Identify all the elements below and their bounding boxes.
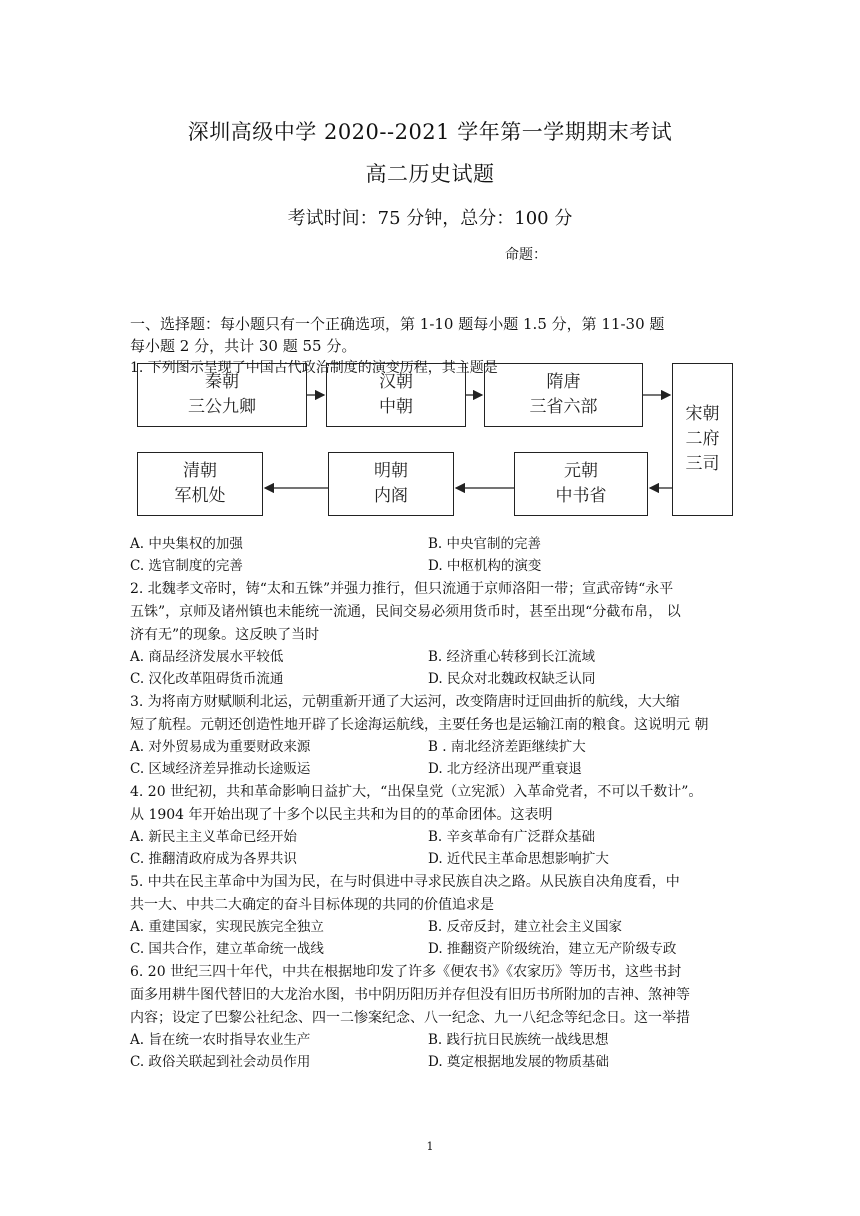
question-2-line-2: 五铢”，京师及诸州镇也未能统一流通，民间交易必须用货币时，甚至出现“分截布帛， 以 [130, 604, 681, 620]
q4-option-c: C. 推翻清政府成为各界共识 [130, 851, 297, 867]
question-1-text: 1. 下列图示呈现了中国古代政治制度的演变历程，其主题是 [130, 360, 498, 376]
question-5-line-1: 5. 中共在民主革命中为国为民，在与时俱进中寻求民族自决之路。从民族自决角度看，中 [130, 874, 680, 890]
q1-option-b: B. 中央官制的完善 [428, 536, 542, 552]
diagram-box-yuan-line1: 元朝 [564, 461, 598, 481]
diagram-box-ming-line1: 明朝 [374, 461, 408, 481]
section-instructions-line-1: 一、选择题：每小题只有一个正确选项，第 1-10 题每小题 1.5 分，第 11-30 题 [130, 315, 665, 333]
diagram-box-yuan-line2: 中书省 [555, 486, 607, 506]
diagram-box-song-line2: 二府 [685, 429, 720, 449]
diagram-box-suitang-line1: 隋唐 [546, 372, 581, 392]
exam-info: 考试时间：75 分钟，总分：100 分 [287, 208, 573, 229]
diagram-box-qing-line1: 清朝 [183, 461, 217, 481]
q4-option-a: A. 新民主主义革命已经开始 [130, 829, 297, 845]
diagram-box-han-line2: 中朝 [379, 397, 413, 417]
diagram-box-ming-line2: 内阁 [374, 486, 408, 506]
q5-option-a: A. 重建国家，实现民族完全独立 [130, 919, 324, 935]
q5-option-c: C. 国共合作，建立革命统一战线 [130, 941, 324, 957]
q6-option-c: C. 政俗关联起到社会动员作用 [130, 1054, 311, 1070]
question-2-line-3: 济有无”的现象。这反映了当时 [130, 627, 320, 643]
diagram-box-suitang-line2: 三省六部 [529, 397, 598, 417]
q1-option-a: A. 中央集权的加强 [130, 536, 243, 552]
diagram-box-song-line3: 三司 [685, 454, 720, 474]
q6-option-d: D. 奠定根据地发展的物质基础 [428, 1054, 609, 1070]
q3-option-d: D. 北方经济出现严重衰退 [428, 761, 582, 777]
question-6-line-3: 内容；设定了巴黎公社纪念、四一二惨案纪念、八一纪念、九一八纪念等纪念日。这一举措 [130, 1010, 690, 1026]
exam-subtitle: 高二历史试题 [365, 162, 495, 186]
diagram-box-qin-line2: 三公九卿 [188, 397, 256, 417]
q4-option-b: B. 辛亥革命有广泛群众基础 [428, 829, 596, 845]
q3-option-a: A. 对外贸易成为重要财政来源 [130, 739, 311, 755]
diagram-box-qin-line1: 秦朝 [205, 372, 239, 392]
author-label: 命题： [505, 247, 547, 263]
page-number: 1 [426, 1140, 434, 1153]
q6-option-a: A. 旨在统一农时指导农业生产 [130, 1032, 311, 1048]
q1-option-d: D. 中枢机构的演变 [428, 558, 542, 574]
question-4-line-1: 4. 20 世纪初，共和革命影响日益扩大，“出保皇党（立宪派）入革命党者，不可以千数计”。 [130, 784, 703, 800]
diagram-box-song-line1: 宋朝 [685, 404, 720, 424]
question-3-line-2: 短了航程。元朝还创造性地开辟了长途海运航线，主要任务也是运输江南的粮食。这说明元 朝 [130, 717, 709, 733]
q2-option-b: B. 经济重心转移到长江流域 [428, 649, 596, 665]
q2-option-a: A. 商品经济发展水平较低 [130, 649, 284, 665]
question-3-line-1: 3. 为将南方财赋顺利北运，元朝重新开通了大运河，改变隋唐时迂回曲折的航线，大大缩 [130, 694, 680, 710]
question-6-line-2: 面多用耕牛图代替旧的大龙治水图，书中阴历阳历并存但没有旧历书所附加的吉神、煞神等 [130, 987, 690, 1003]
q2-option-c: C. 汉化改革阻碍货币流通 [130, 671, 284, 687]
q3-option-b: B . 南北经济差距继续扩大 [428, 739, 586, 755]
q3-option-c: C. 区域经济差异推动长途贩运 [130, 761, 311, 777]
diagram-box-qing-line2: 军机处 [174, 486, 226, 506]
question-2-line-1: 2. 北魏孝文帝时，铸“太和五铢”并强力推行，但只流通于京师洛阳一带；宣武帝铸“永平 [130, 581, 674, 597]
q4-option-d: D. 近代民主革命思想影响扩大 [428, 851, 609, 867]
question-5-line-2: 共一大、中共二大确定的奋斗目标体现的共同的价值追求是 [130, 897, 494, 913]
q5-option-d: D. 推翻资产阶级统治，建立无产阶级专政 [428, 941, 677, 957]
q6-option-b: B. 践行抗日民族统一战线思想 [428, 1032, 609, 1048]
section-instructions-line-2: 每小题 2 分，共计 30 题 55 分。 [130, 337, 357, 355]
q5-option-b: B. 反帝反封，建立社会主义国家 [428, 919, 623, 935]
question-6-line-1: 6. 20 世纪三四十年代，中共在根据地印发了许多《便农书》《农家历》等历书，这些书封 [130, 964, 682, 980]
exam-title: 深圳高级中学 2020--2021 学年第一学期期末考试 [187, 120, 673, 144]
q1-option-c: C. 选官制度的完善 [130, 558, 243, 574]
question-4-line-2: 从 1904 年开始出现了十多个以民主共和为目的的革命团体。这表明 [130, 807, 553, 823]
q2-option-d: D. 民众对北魏政权缺乏认同 [428, 671, 596, 687]
diagram-box-han-line1: 汉朝 [379, 372, 413, 392]
